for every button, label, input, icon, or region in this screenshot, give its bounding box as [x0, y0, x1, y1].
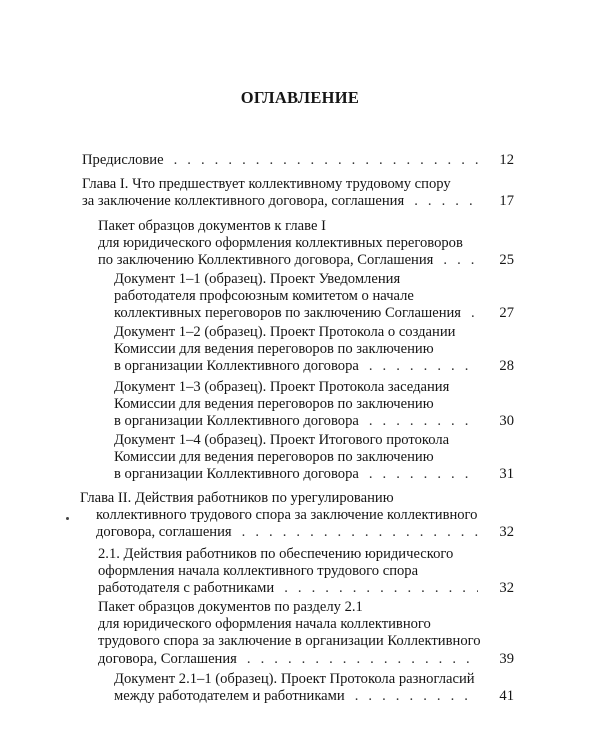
toc-entry-section-2-1[interactable]	[98, 546, 514, 598]
toc-entry-document-2-1-1[interactable]	[114, 671, 514, 705]
toc-entry-preface[interactable]	[82, 152, 514, 169]
toc-entry-text: оформления начала коллективного трудового спора	[98, 563, 419, 580]
toc-entry-text: Глава II. Действия работников по урегулированию	[80, 490, 394, 506]
toc-page-number: 32	[499, 524, 514, 541]
toc-entry-text: Пакет образцов документов по разделу 2.1	[98, 599, 363, 615]
leader-dots	[369, 358, 478, 375]
toc-page-number: 41	[499, 688, 514, 705]
toc-entry-chapter-2[interactable]	[80, 490, 514, 542]
leader-dots	[443, 252, 478, 269]
toc-entry-text: в организации Коллективного договора	[114, 466, 359, 483]
toc-entry-package-1[interactable]	[98, 218, 514, 270]
toc-page-number: 32	[499, 580, 514, 597]
toc-entry-document-1-3[interactable]	[114, 379, 514, 431]
leader-dots	[174, 152, 478, 169]
toc-entry-text: коллективного трудового спора за заключение коллективного	[96, 507, 478, 524]
toc-entry-text: Предисловие	[82, 152, 164, 168]
toc-entry-text: между работодателем и работниками	[114, 688, 345, 705]
toc-entry-text: договора, соглашения	[96, 524, 232, 541]
toc-entry-text: для юридического оформления начала коллективного	[98, 616, 431, 633]
leader-dots	[284, 580, 478, 597]
toc-entry-text: Документ 1–3 (образец). Проект Протокола заседания	[114, 379, 450, 395]
toc-entry-chapter-1[interactable]	[82, 176, 514, 210]
toc-entry-text: Глава I. Что предшествует коллективному трудовому спору	[82, 176, 451, 192]
toc-entry-text: Документ 1–1 (образец). Проект Уведомления	[114, 271, 401, 287]
toc-entry-text: за заключение коллективного договора, соглашения	[82, 193, 405, 210]
toc-page-number: 17	[499, 193, 514, 210]
toc-page-number: 31	[499, 466, 514, 483]
leader-dots	[414, 193, 478, 210]
toc-entry-text: 2.1. Действия работников по обеспечению юридического	[98, 546, 454, 562]
toc-entry-text: работодателя с работниками	[98, 580, 275, 597]
toc-entry-text: Комиссии для ведения переговоров по заключению	[114, 396, 434, 413]
toc-entry-text: коллективных переговоров по заключению Соглашения	[114, 305, 462, 322]
toc-entry-document-1-1[interactable]	[114, 271, 514, 323]
toc-entry-document-1-4[interactable]	[114, 432, 514, 484]
toc-entry-text: работодателя профсоюзным комитетом о начале	[114, 288, 414, 305]
toc-entry-text: Комиссии для ведения переговоров по заключению	[114, 449, 434, 466]
toc-entry-text: трудового спора за заключение в организации Коллективного	[98, 633, 481, 650]
toc-entry-package-2-1[interactable]	[98, 599, 514, 668]
toc-entry-text: по заключению Коллективного договора, Соглашения	[98, 252, 434, 269]
leader-dots	[369, 413, 478, 430]
toc-page-number: 30	[499, 413, 514, 430]
toc-entry-text: Комиссии для ведения переговоров по заключению	[114, 341, 434, 358]
toc-entry-text: Документ 2.1–1 (образец). Проект Протокола разногласий	[114, 671, 475, 687]
toc-page-number: 39	[499, 650, 514, 667]
leader-dots	[247, 651, 478, 668]
toc-page-number: 25	[499, 252, 514, 269]
leader-dots	[369, 466, 478, 483]
leader-dots	[471, 305, 478, 322]
toc-entry-text: в организации Коллективного договора	[114, 413, 359, 430]
toc-entry-text: в организации Коллективного договора	[114, 358, 359, 375]
toc-entry-text: Документ 1–4 (образец). Проект Итогового протокола	[114, 432, 450, 448]
toc-entry-text: для юридического оформления коллективных переговоров	[98, 235, 463, 252]
margin-mark	[66, 517, 69, 520]
toc-entry-document-1-2[interactable]	[114, 324, 514, 376]
toc-entry-text: Пакет образцов документов к главе I	[98, 218, 326, 234]
toc-entry-text: договора, Соглашения	[98, 650, 237, 667]
toc-page-number: 12	[499, 152, 514, 168]
page-title: ОГЛАВЛЕНИЕ	[240, 88, 360, 107]
leader-dots	[355, 688, 478, 705]
toc-entry-text: Документ 1–2 (образец). Проект Протокола о создании	[114, 324, 456, 340]
toc-page-number: 28	[499, 358, 514, 375]
toc-page-number: 27	[499, 305, 514, 322]
leader-dots	[242, 524, 478, 541]
